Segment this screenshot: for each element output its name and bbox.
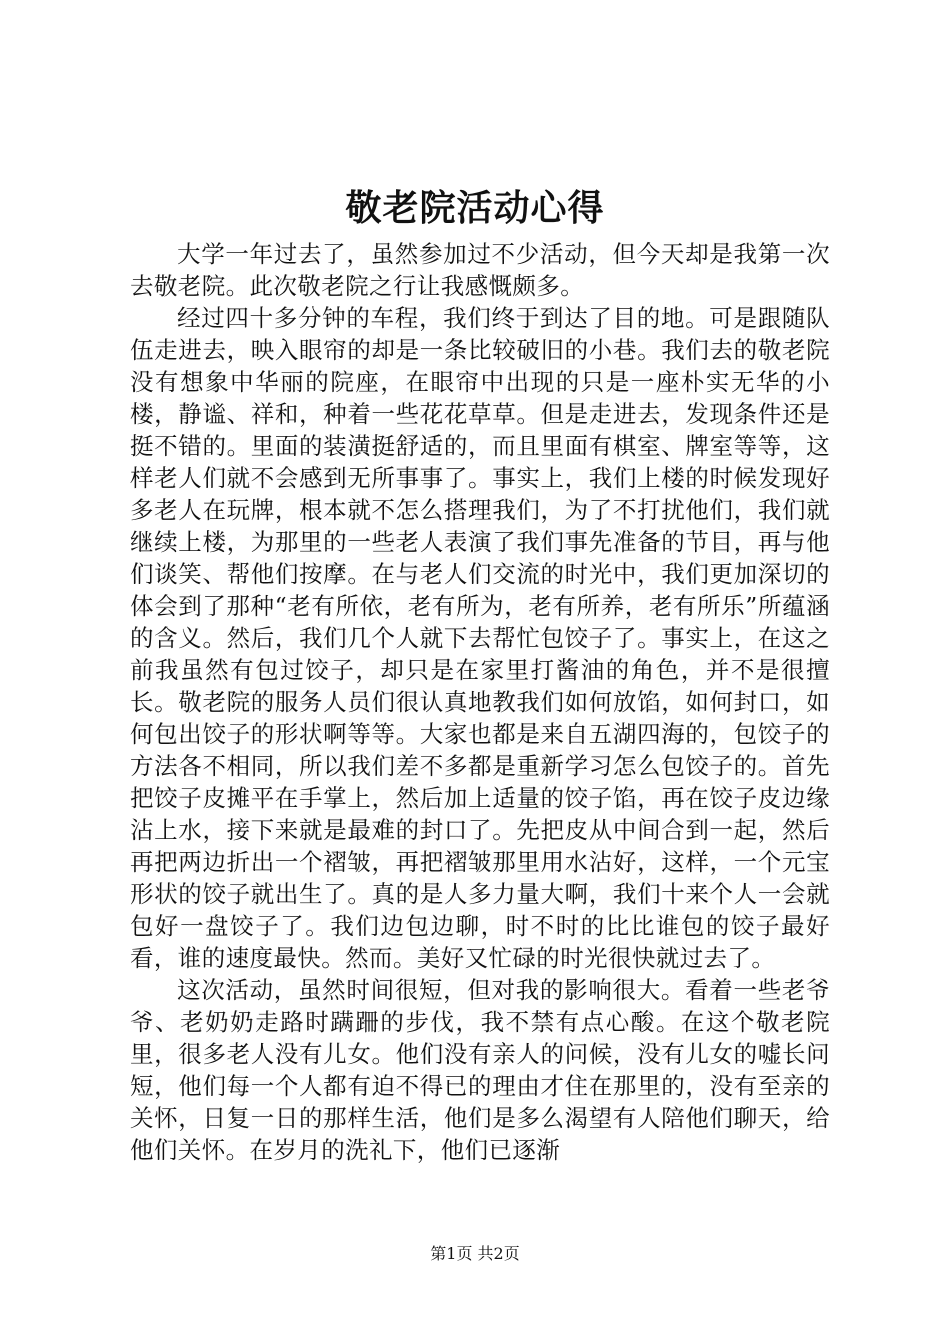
page-title: 敬老院活动心得 (345, 187, 605, 229)
paragraph-1: 大学一年过去了，虽然参加过不少活动，但今天却是我第一次去敬老院。此次敬老院之行让我感慨颇多。 (130, 240, 830, 300)
page-number-footer: 第1页 共2页 (430, 1244, 520, 1263)
paragraph-2: 经过四十多分钟的车程，我们终于到达了目的地。可是跟随队伍走进去，映入眼帘的却是一条比较破旧的小巷。我们去的敬老院没有想象中华丽的院座，在眼帘中出现的只是一座朴实无华的小楼，静谧、祥和，种着一些花花草草。但是走进去，发现条件还是挺不错的。里面的装潢挺舒适的，而且里面有棋室、牌室等等，这样老人们就不会感到无所事事了。事实上，我们上楼的时候发现好多老人在玩牌，根本就不怎么搭理我们，为了不打扰他们，我们就继续上楼，为那里的一些老人表演了我们事先准备的节目，再与他们谈笑、帮他们按摩。在与老人们交流的时光中，我们更加深切的体会到了那种“老有所依，老有所为，老有所养，老有所乐”所蕴涵的含义。然后，我们几个人就下去帮忙包饺子了。事实上，在这之前我虽然有包过饺子，却只是在家里打酱油的角色，并不是很擅长。敬老院的服务人员们很认真地教我们如何放馅，如何封口，如何包出饺子的形状啊等等。大家也都是来自五湖四海的，包饺子的方法各不相同，所以我们差不多都是重新学习怎么包饺子的。首先把饺子皮摊平在手掌上，然后加上适量的饺子馅，再在饺子皮边缘沾上水，接下来就是最难的封口了。先把皮从中间合到一起，然后再把两边折出一个褶皱，再把褶皱那里用水沾好，这样，一个元宝形状的饺子就出生了。真的是人多力量大啊，我们十来个人一会就包好一盘饺子了。我们边包边聊，时不时的比比谁包的饺子最好看，谁的速度最快。然而。美好又忙碌的时光很快就过去了。 (130, 304, 830, 972)
paragraph-3: 这次活动，虽然时间很短，但对我的影响很大。看着一些老爷爷、老奶奶走路时蹒跚的步伐，我不禁有点心酸。在这个敬老院里，很多老人没有儿女。他们没有亲人的问候，没有儿女的嘘长问短，他们每一个人都有迫不得已的理由才住在那里的，没有至亲的关怀，日复一日的那样生活，他们是多么渴望有人陪他们聊天，给他们关怀。在岁月的洗礼下，他们已逐渐 (130, 976, 830, 1164)
document-body (130, 238, 830, 1166)
